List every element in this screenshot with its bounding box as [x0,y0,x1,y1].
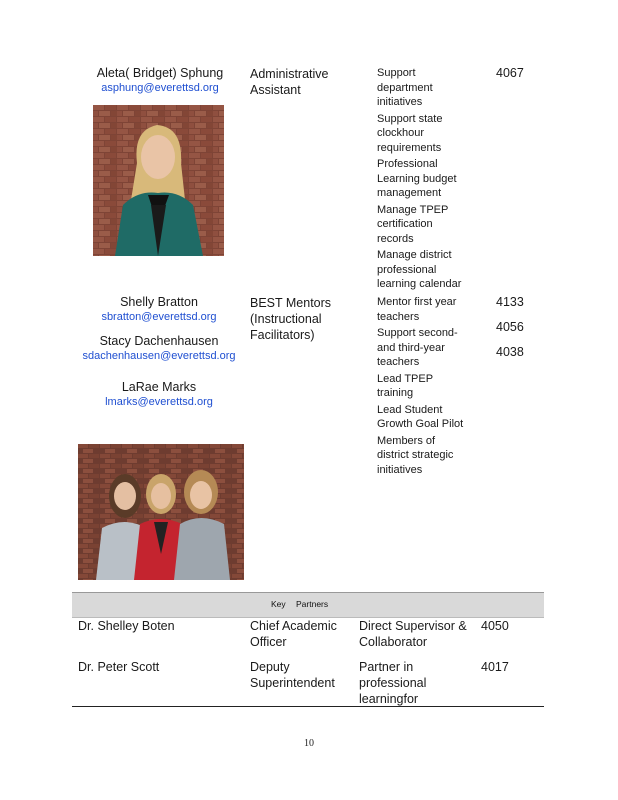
list-item: Support state clockhour requirements [377,112,443,154]
key-partners-label: Partners [296,599,329,609]
group-photo-image [78,444,244,580]
list-item: Support second-and third-year teachers [377,327,458,368]
list-item: Professional Learning budget management [377,158,457,199]
phone-extension: 4056 [496,320,524,334]
staff-title-line: BEST Mentors [250,296,332,310]
staff-email-link[interactable]: sdachenhausen@everettsd.org [82,350,236,362]
list-item: Support department initiatives [377,67,433,108]
phone-extension: 4133 [496,295,524,309]
partner-name: Dr. Peter Scott [78,660,160,674]
staff-title [250,295,350,343]
partner-role: Partner in professional learningfor [359,660,427,706]
group-photo [78,444,244,580]
staff-photo [93,105,224,256]
phone-extension: 4067 [496,66,524,80]
partner-extension: 4050 [481,619,509,633]
staff-name: LaRae Marks [121,380,197,394]
staff-title-line: Facilitators) [250,328,315,342]
list-item: Members of district strategic initiatives [377,434,454,476]
staff-name: Shelly Bratton [120,295,198,309]
list-item: Mentor first year teachers [377,296,457,323]
page-number: 10 [304,738,314,749]
staff-title-line: Administrative [250,67,329,81]
list-item: Lead TPEP training [377,372,433,399]
staff-title [250,66,350,98]
staff-photo-image [93,105,224,256]
key-partners-label: Key [271,599,286,609]
staff-name: Stacy Dachenhausen [99,334,219,348]
list-item: Manage TPEP certification records [377,203,449,245]
partner-name: Dr. Shelley Boten [78,619,175,633]
responsibility-list [359,295,469,479]
table-bottom-rule [72,706,544,707]
staff-email-link[interactable]: sbratton@everettsd.org [101,311,217,323]
key-partners-header [72,592,544,618]
list-item: Manage district professional learning calendar [377,249,462,290]
staff-title-line: (Instructional [250,312,322,326]
partner-title: Chief Academic Officer [250,619,337,649]
partner-role: Direct Supervisor & Collaborator [359,619,467,649]
responsibility-list [359,66,469,294]
list-item: Lead Student Growth Goal Pilot [377,403,464,430]
staff-email-link[interactable]: lmarks@everettsd.org [105,396,213,408]
phone-extension: 4038 [496,345,524,359]
staff-title-line: Assistant [250,83,301,97]
staff-name: Aleta( Bridget) Sphung [96,66,224,80]
partner-extension: 4017 [481,660,509,674]
staff-email-link[interactable]: asphung@everettsd.org [101,82,219,94]
partner-title: Deputy Superintendent [250,660,335,690]
